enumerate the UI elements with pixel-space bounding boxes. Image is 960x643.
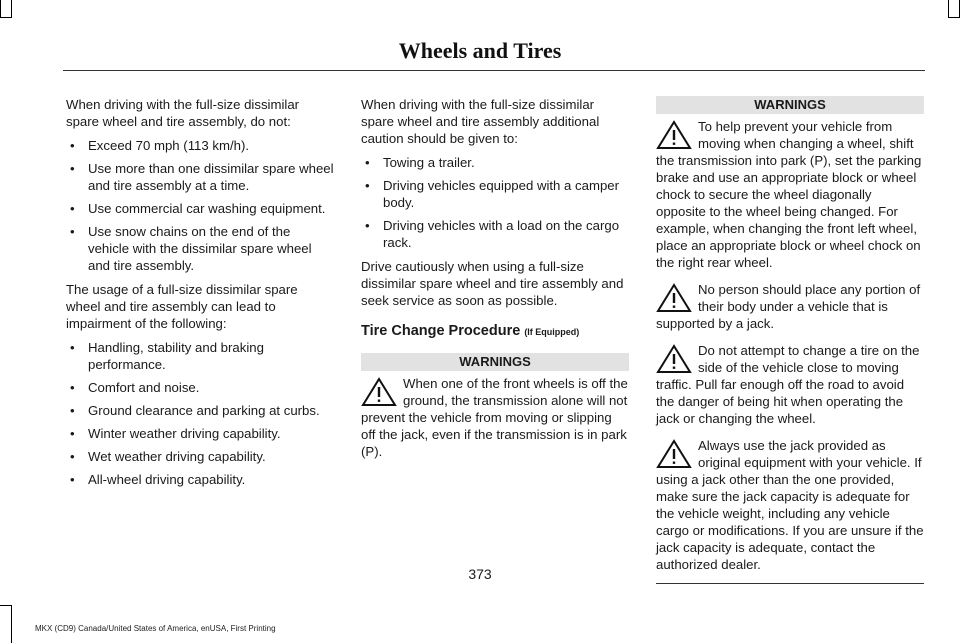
warning-text: To help prevent your vehicle from moving when changing a wheel, shift the transmission into park (P), set the parking brake and use an appropriate block or wheel chock to secure the wheel diagonally opposite to the wheel being changed. For example, when changing the front left wheel, place an appropriate block or wheel chock on the right rear wheel. [656,119,922,270]
column-1 [66,96,334,495]
warning-triangle-icon [656,120,692,150]
list-item: • Driving vehicles equipped with a camper body. [361,177,629,211]
page-number: 373 [468,566,492,582]
warning-item [656,437,924,573]
list-item: • Handling, stability and braking performance. [66,339,334,373]
crop-mark [948,17,960,18]
crop-mark [948,0,949,18]
warning-text: Always use the jack provided as original equipment with your vehicle. If using a jack other than the one provided, make sure the jack capacity is adequate for the vehicle weight, including any vehicle cargo or modifications. If you are unsure if the jack capacity is adequate, contact the authorized dealer. [656,438,924,572]
paragraph-usage: The usage of a full-size dissimilar spare wheel and tire assembly can lead to impairment of the following: [66,282,298,331]
warning-item [656,281,924,332]
warning-text: When one of the front wheels is off the ground, the transmission alone will not prevent the vehicle from moving or slipping off the jack, even if the transmission is in park (P). [361,376,628,459]
list-item: • Exceed 70 mph (113 km/h). [66,137,334,154]
warnings-end-rule [656,583,924,584]
list-item: • Winter weather driving capability. [66,425,334,442]
list-item: • Wet weather driving capability. [66,448,334,465]
page-title: Wheels and Tires [398,38,562,63]
crop-mark [0,605,12,606]
crop-mark [0,0,1,18]
warnings-header: WARNINGS [656,96,924,114]
list-item: • Driving vehicles with a load on the cargo rack. [361,217,629,251]
warning-text: Do not attempt to change a tire on the side of the vehicle close to moving traffic. Pull far enough off the road to avoid the danger of being hit when operating the jack or changing the wheel. [656,343,920,426]
paragraph-advice: Drive cautiously when using a full-size dissimilar spare wheel and tire assembly and seek service as soon as possible. [361,259,624,308]
crop-mark [0,17,12,18]
column-3 [656,96,924,584]
list-item: • Towing a trailer. [361,154,629,171]
warning-triangle-icon [656,344,692,374]
section-heading-text: Tire Change Procedure [361,323,521,339]
warning-item [361,375,629,460]
warnings-header: WARNINGS [361,353,629,371]
donot-list [66,137,334,274]
warning-triangle-icon [656,283,692,313]
warning-triangle-icon [361,377,397,407]
warning-item [656,342,924,427]
list-item: • Use commercial car washing equipment. [66,200,334,217]
crop-mark [11,605,12,643]
section-heading-note: (If Equipped) [524,327,580,337]
list-item: • All-wheel driving capability. [66,471,334,488]
list-item: • Comfort and noise. [66,379,334,396]
paragraph-donot-intro: When driving with the full-size dissimilar spare wheel and tire assembly, do not: [66,97,300,129]
caution-list [361,154,629,251]
section-heading [361,323,629,341]
warning-text: No person should place any portion of their body under a vehicle that is supported by a jack. [656,282,921,331]
list-item: • Use more than one dissimilar spare wheel and tire assembly at a time. [66,160,334,194]
crop-mark [11,0,12,18]
footer-text: MKX (CD9) Canada/United States of America, enUSA, First Printing [35,624,276,633]
warning-item [656,118,924,271]
list-item: • Ground clearance and parking at curbs. [66,402,334,419]
warning-triangle-icon [656,439,692,469]
paragraph-caution-intro: When driving with the full-size dissimilar spare wheel and tire assembly additional caution should be given to: [361,97,600,146]
list-item: • Use snow chains on the end of the vehicle with the dissimilar spare wheel and tire assembly. [66,223,334,274]
impairment-list [66,339,334,488]
column-2 [361,96,629,470]
header-rule [63,70,925,71]
